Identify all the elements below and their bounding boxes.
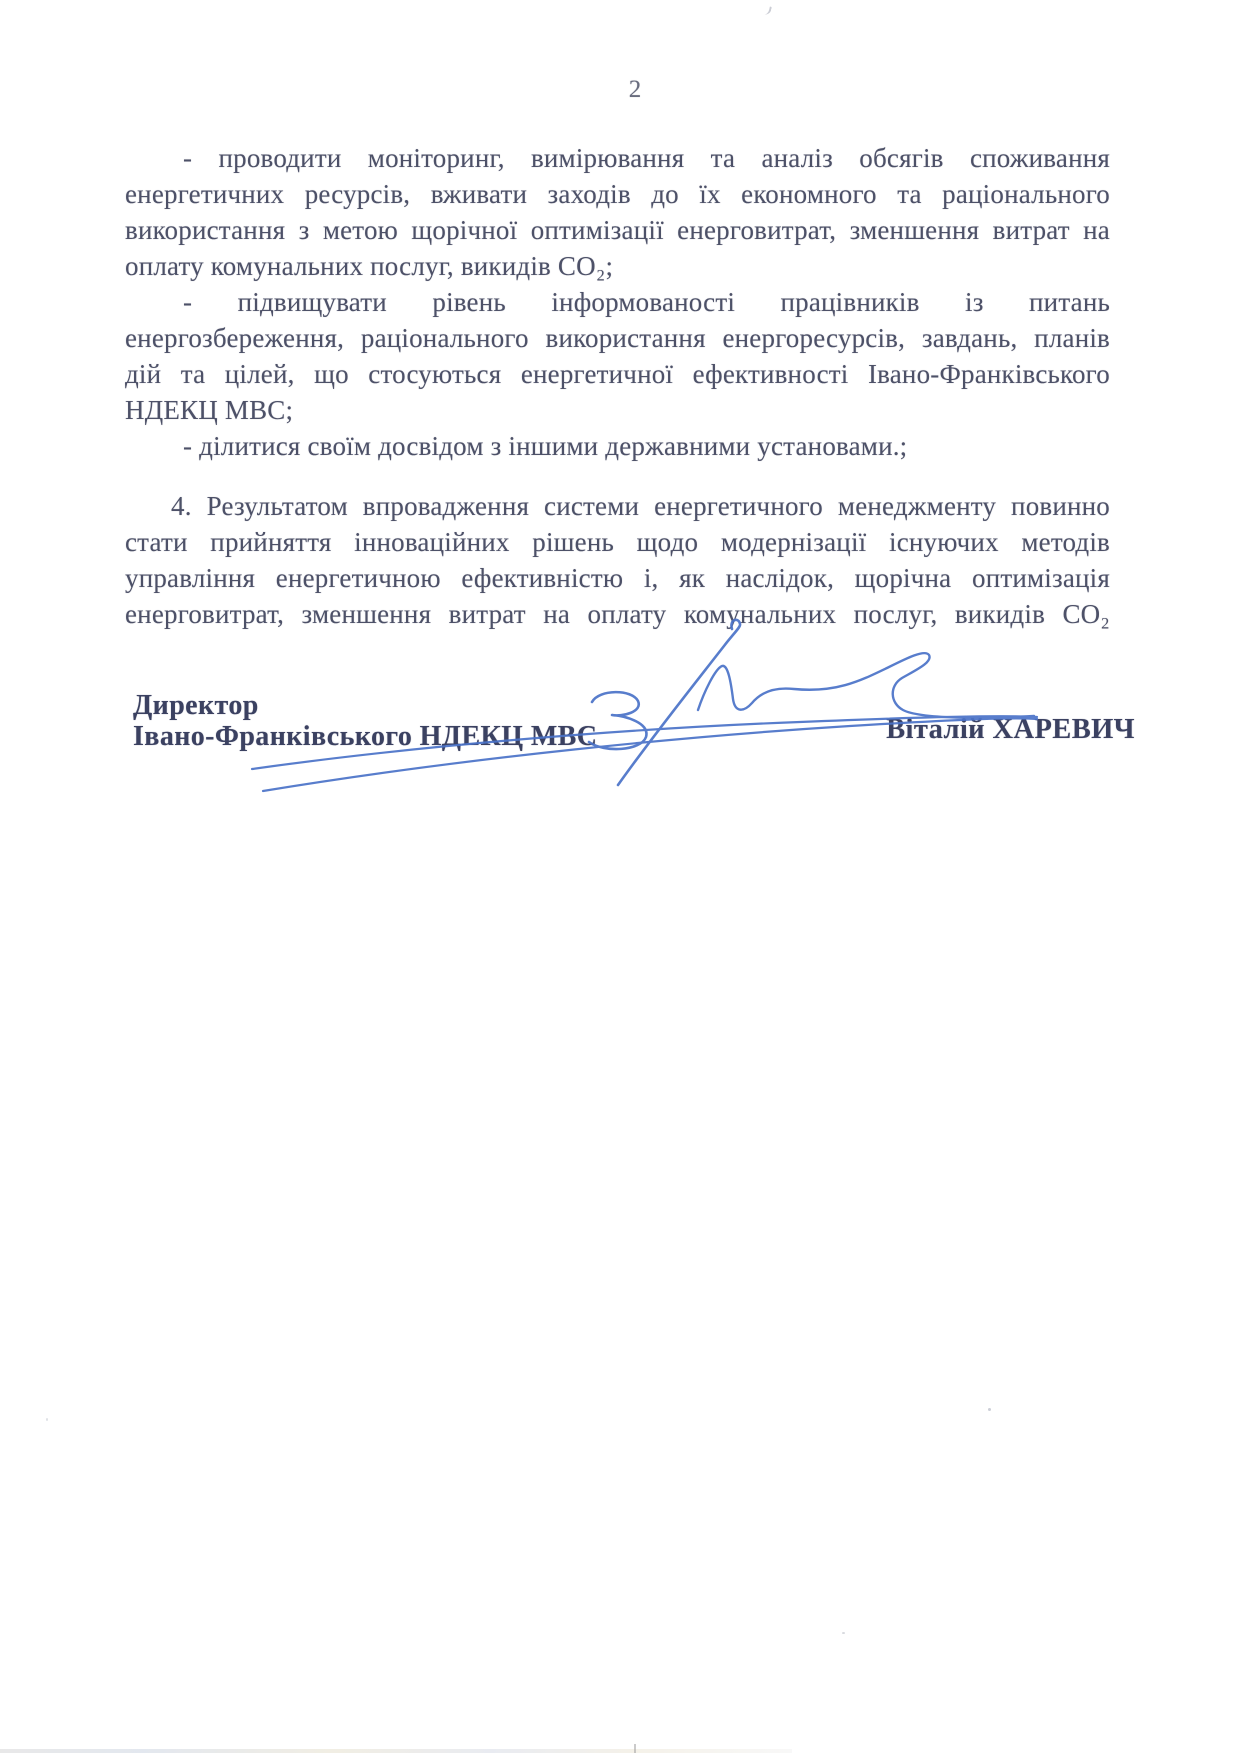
text-line: - підвищувати рівень інформованості працівників із питань: [183, 287, 1110, 317]
document-body: [125, 140, 1110, 632]
paragraph-monitoring: [125, 140, 1110, 284]
text-line: управління енергетичною ефективністю і, як наслідок, щорічна оптимізація: [125, 563, 1110, 593]
scan-speck: [46, 1418, 48, 1421]
text-line: - проводити моніторинг, вимірювання та аналіз обсягів споживання: [183, 143, 1110, 173]
text-line: стати прийняття інноваційних рішень щодо модернізації існуючих методів: [125, 527, 1110, 557]
organization-name: Івано-Франківського НДЕКЦ МВС: [133, 721, 598, 752]
text-line: енергетичних ресурсів, вживати заходів до їх економного та раціонального: [125, 179, 1110, 209]
page-number: 2: [628, 76, 642, 103]
paragraph-result: [125, 488, 1110, 632]
text-line: дій та цілей, що стосуються енергетичної ефективності Івано-Франківського: [125, 359, 1110, 389]
text-line: - ділитися своїм досвідом з іншими державними установами.;: [183, 431, 908, 461]
text-line: використання з метою щорічної оптимізації енерговитрат, зменшення витрат на: [125, 215, 1110, 245]
paragraph-sharing: [125, 428, 1110, 464]
signature-block: [133, 690, 1135, 752]
director-title: Директор: [133, 690, 259, 721]
text-line: оплату комунальних послуг, викидів CO₂;: [125, 251, 614, 281]
text-line: НДЕКЦ МВС;: [125, 395, 294, 425]
scan-speck: [763, 5, 772, 15]
scanner-edge-artifact: [0, 1749, 792, 1753]
scan-speck: [988, 1408, 991, 1411]
signer-name: Віталій ХАРЕВИЧ: [886, 714, 1135, 745]
text-line: енергозбереження, раціонального використання енергоресурсів, завдань, планів: [125, 323, 1110, 353]
scan-speck: [842, 1632, 845, 1634]
scanner-edge-tick: [634, 1744, 636, 1753]
text-line: енерговитрат, зменшення витрат на оплату комунальних послуг, викидів CO₂: [125, 599, 1110, 629]
text-line: 4. Результатом впровадження системи енергетичного менеджменту повинно: [171, 491, 1110, 521]
signer-title: [133, 690, 597, 752]
paragraph-awareness: [125, 284, 1110, 428]
